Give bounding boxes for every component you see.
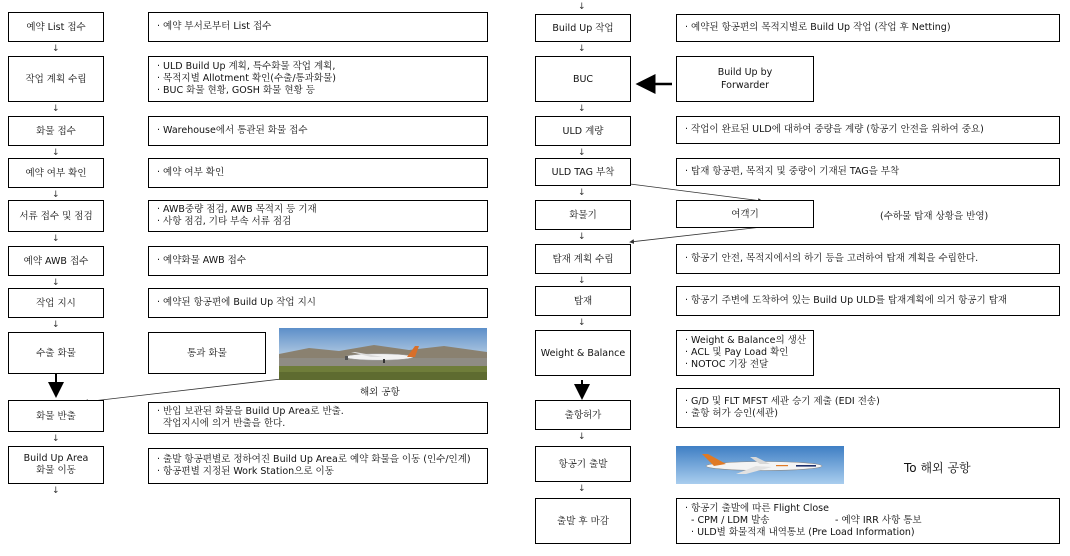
detail-loading: · 항공기 주변에 도착하여 있는 Build Up ULD를 탑재계획에 의거 항공기 탑재 xyxy=(676,286,1060,316)
to-overseas-caption: To 해외 공항 xyxy=(904,461,971,475)
arrow-down: ↓ xyxy=(52,234,60,244)
detail-uld-tag: · 탑재 항공편, 목적지 및 중량이 기재된 TAG을 부착 xyxy=(676,158,1060,186)
arrow-down: ↓ xyxy=(578,44,586,54)
transit-to-release-line xyxy=(84,378,290,402)
arrow-down: ↓ xyxy=(578,484,586,494)
detail-cargo-receipt: · Warehouse에서 통관된 화물 접수 xyxy=(148,116,488,146)
detail-cargo-release: · 반입 보관된 화물을 Build Up Area로 반출. 작업지시에 의거 반출을 한다. xyxy=(148,402,488,434)
step-cargo-receipt: 화물 접수 xyxy=(8,116,104,146)
arrow-down: ↓ xyxy=(52,104,60,114)
transit-cargo-box: 통과 화물 xyxy=(148,332,266,374)
passenger-aircraft-box: 여객기 xyxy=(676,200,814,228)
detail-awb-receipt: · 예약화물 AWB 접수 xyxy=(148,246,488,276)
step-buildup-move: Build Up Area 화물 이동 xyxy=(8,446,104,484)
passenger-to-loadplan-line xyxy=(630,227,762,242)
step-aircraft-departure: 항공기 출발 xyxy=(535,446,631,482)
step-post-departure-close: 출발 후 마감 xyxy=(535,498,631,544)
step-build-up: Build Up 작업 xyxy=(535,14,631,42)
step-work-order: 작업 지시 xyxy=(8,288,104,318)
arrow-down: ↓ xyxy=(52,320,60,330)
arrow-down: ↓ xyxy=(578,232,586,242)
step-export-cargo: 수출 화물 xyxy=(8,332,104,374)
arrow-down: ↓ xyxy=(52,148,60,158)
arrow-down: ↓ xyxy=(52,190,60,200)
detail-departure-clearance: · G/D 및 FLT MFST 세관 승기 제출 (EDI 전송) · 출항 허가 승인(세관) xyxy=(676,388,1060,428)
detail-document-check: · AWB중량 점검, AWB 목적지 등 기재 · 사항 점검, 기타 부속 서류 점검 xyxy=(148,200,488,232)
detail-weight-balance: · Weight & Balance의 생산 · ACL 및 Pay Load 확인 · NOTOC 기장 전달 xyxy=(676,330,814,376)
detail-work-plan: · ULD Build Up 계획, 특수화물 작업 계획, · 목적지별 Allotment 확인(수출/통과화물) · BUC 화물 현황, GOSH 화물 현황 등 xyxy=(148,56,488,102)
arrow-down: ↓ xyxy=(52,486,60,496)
step-cargo-release: 화물 반출 xyxy=(8,400,104,432)
step-uld-tag: ULD TAG 부착 xyxy=(535,158,631,186)
step-uld-weigh: ULD 계량 xyxy=(535,116,631,146)
step-work-plan: 작업 계획 수립 xyxy=(8,56,104,102)
tag-to-passenger-line xyxy=(630,184,762,201)
arrow-down: ↓ xyxy=(578,2,586,12)
overseas-airport-caption: 해외 공항 xyxy=(360,387,400,398)
detail-booking-check: · 예약 여부 확인 xyxy=(148,158,488,188)
arrow-down: ↓ xyxy=(578,318,586,328)
step-weight-balance: Weight & Balance xyxy=(535,330,631,376)
arrow-down: ↓ xyxy=(52,278,60,288)
arrow-down: ↓ xyxy=(578,148,586,158)
step-document-check: 서류 접수 및 점검 xyxy=(8,200,104,232)
step-load-plan: 탑재 계획 수립 xyxy=(535,244,631,274)
detail-build-up: · 예약된 항공편의 목적지별로 Build Up 작업 (작업 후 Netting) xyxy=(676,14,1060,42)
arrow-down: ↓ xyxy=(52,434,60,444)
step-buc: BUC xyxy=(535,56,631,102)
arrow-down: ↓ xyxy=(578,276,586,286)
detail-load-plan: · 항공기 안전, 목적지에서의 하기 등을 고려하여 탑재 계획을 수립한다. xyxy=(676,244,1060,274)
departing-aircraft-photo xyxy=(676,446,844,484)
step-freighter: 화물기 xyxy=(535,200,631,230)
forwarder-box: Build Up by Forwarder xyxy=(676,56,814,102)
detail-uld-weigh: · 작업이 완료된 ULD에 대하여 중량을 계량 (항공기 안전을 위하여 중요) xyxy=(676,116,1060,144)
arrow-down: ↓ xyxy=(578,432,586,442)
step-booking-check: 예약 여부 확인 xyxy=(8,158,104,188)
step-awb-receipt: 예약 AWB 접수 xyxy=(8,246,104,276)
overseas-airport-photo xyxy=(279,328,487,380)
detail-buildup-move: · 출발 항공편별로 정하여진 Build Up Area로 예약 화물을 이동 (인수/인계) · 항공편별 지정된 Work Station으로 이동 xyxy=(148,448,488,484)
arrow-down: ↓ xyxy=(52,44,60,54)
step-loading: 탑재 xyxy=(535,286,631,316)
detail-work-order: · 예약된 항공편에 Build Up 작업 지시 xyxy=(148,288,488,318)
baggage-note: (수하물 탑재 상황을 반영) xyxy=(880,211,989,222)
detail-booking-list: · 예약 부서로부터 List 접수 xyxy=(148,12,488,42)
step-booking-list: 예약 List 접수 xyxy=(8,12,104,42)
arrow-down: ↓ xyxy=(578,188,586,198)
step-departure-clearance: 출항허가 xyxy=(535,400,631,430)
detail-post-departure-close: · 항공기 출발에 따른 Flight Close - CPM / LDM 발송 - 예약 IRR 사항 통보 · ULD별 화물적재 내역통보 (Pre Load Information) xyxy=(676,498,1060,544)
arrow-down: ↓ xyxy=(578,104,586,114)
